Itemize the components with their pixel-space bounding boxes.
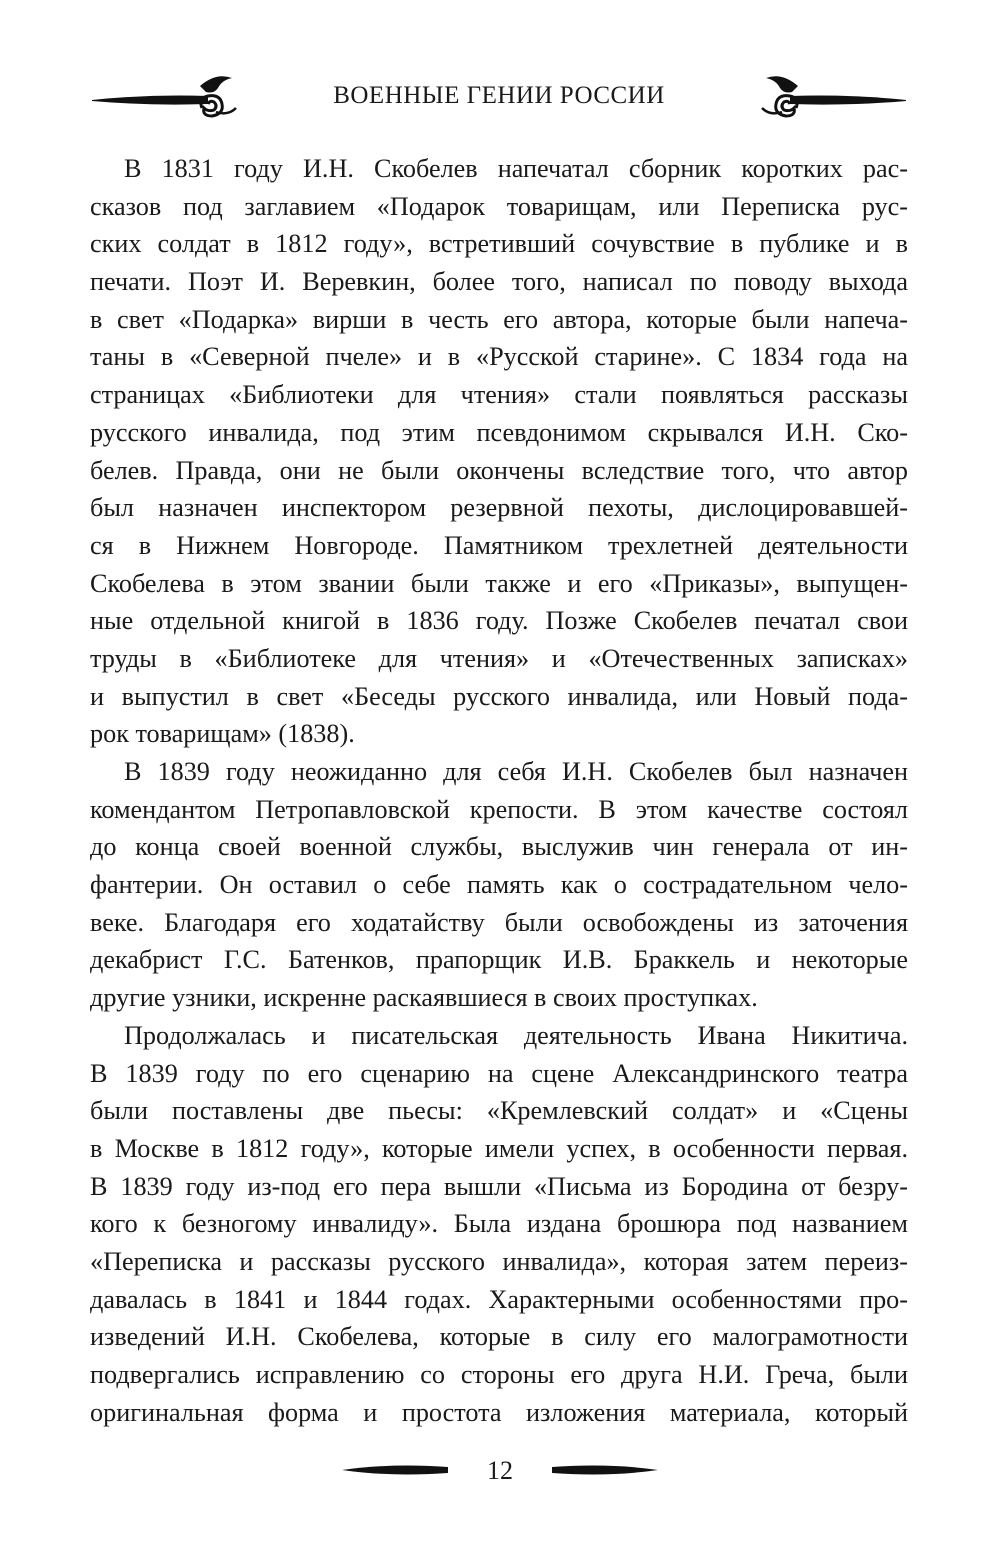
text-line: рок товарищам» (1838). bbox=[90, 719, 355, 749]
text-line: фантерии. Он оставил о себе память как о сострадательном чело- bbox=[90, 870, 908, 900]
text-line: В 1831 году И.Н. Скобелев напечатал сборник коротких рас- bbox=[124, 154, 908, 183]
text-line: были поставлены две пьесы: «Кремлевский солдат» и «Сцены bbox=[90, 1096, 908, 1126]
text-line: комендантом Петропавловской крепости. В этом качестве состоял bbox=[90, 794, 908, 824]
text-line: русского инвалида, под этим псевдонимом скрывался И.Н. Ско- bbox=[90, 417, 908, 447]
text-line: В 1839 году из-под его пера вышли «Письма из Бородина от безру- bbox=[90, 1171, 908, 1201]
text-line: изведений И.Н. Скобелева, которые в силу его малограмотности bbox=[90, 1322, 908, 1352]
text-line: В 1839 году по его сценарию на сцене Александринского театра bbox=[90, 1058, 908, 1088]
text-line: был назначен инспектором резервной пехоты, дислоцировавшей- bbox=[90, 493, 908, 523]
right-ornament-icon bbox=[748, 68, 908, 128]
text-line: и выпустил в свет «Беседы русского инвалида, или Новый пода- bbox=[90, 681, 908, 711]
paragraph-1 bbox=[90, 150, 908, 753]
page-footer bbox=[340, 1452, 660, 1492]
text-line: в свет «Подарка» вирши в честь его автора, которые были напеча- bbox=[90, 304, 908, 334]
text-line: декабрист Г.С. Батенков, прапорщик И.В. Браккель и некоторые bbox=[90, 945, 908, 975]
paragraph-2 bbox=[90, 753, 908, 1017]
right-rule-ornament-icon bbox=[550, 1460, 660, 1480]
text-line: ся в Нижнем Новгороде. Памятником трехлетней деятельности bbox=[90, 530, 908, 560]
text-line: печати. Поэт И. Веревкин, более того, написал по поводу выхода bbox=[90, 267, 908, 297]
text-line: Продолжалась и писательская деятельность Ивана Никитича. bbox=[124, 1020, 908, 1050]
running-header bbox=[90, 68, 908, 128]
text-line: В 1839 году неожиданно для себя И.Н. Скобелев был назначен bbox=[124, 757, 908, 786]
text-line: «Переписка и рассказы русского инвалида», которая затем переиз- bbox=[90, 1246, 908, 1276]
text-line: оригинальная форма и простота изложения материала, который bbox=[90, 1397, 908, 1427]
text-line: другие узники, искренне раскаявшиеся в своих проступках. bbox=[90, 983, 758, 1013]
running-header-title: ВОЕННЫЕ ГЕНИИ РОССИИ bbox=[333, 82, 665, 109]
page-number: 12 bbox=[487, 1456, 513, 1485]
text-line: Скобелева в этом звании были также и его «Приказы», выпущен- bbox=[90, 568, 908, 598]
text-line: сказов под заглавием «Подарок товарищам, или Переписка рус- bbox=[90, 191, 908, 221]
text-line: таны в «Северной пчеле» и в «Русской старине». С 1834 года на bbox=[90, 342, 908, 372]
text-line: ских солдат в 1812 году», встретивший сочувствие в публике и в bbox=[90, 229, 908, 259]
text-line: давалась в 1841 и 1844 годах. Характерными особенностями про- bbox=[90, 1284, 908, 1314]
paragraph-3 bbox=[90, 1017, 908, 1432]
text-line: кого к безногому инвалиду». Была издана брошюра под названием bbox=[90, 1209, 908, 1239]
text-line: до конца своей военной службы, выслужив чин генерала от ин- bbox=[90, 832, 908, 862]
text-line: в Москве в 1812 году», которые имели успех, в особенности первая. bbox=[90, 1133, 908, 1163]
text-line: веке. Благодаря его ходатайству были освобождены из заточения bbox=[90, 907, 908, 937]
text-line: труды в «Библиотеке для чтения» и «Отечественных записках» bbox=[90, 643, 908, 673]
body-text bbox=[90, 150, 908, 1431]
text-line: страницах «Библиотеки для чтения» стали появляться рассказы bbox=[90, 380, 908, 410]
text-line: белев. Правда, они не были окончены вследствие того, что автор bbox=[90, 455, 908, 485]
text-line: ные отдельной книгой в 1836 году. Позже Скобелев печатал свои bbox=[90, 606, 908, 636]
text-line: подвергались исправлению со стороны его друга Н.И. Греча, были bbox=[90, 1360, 908, 1389]
